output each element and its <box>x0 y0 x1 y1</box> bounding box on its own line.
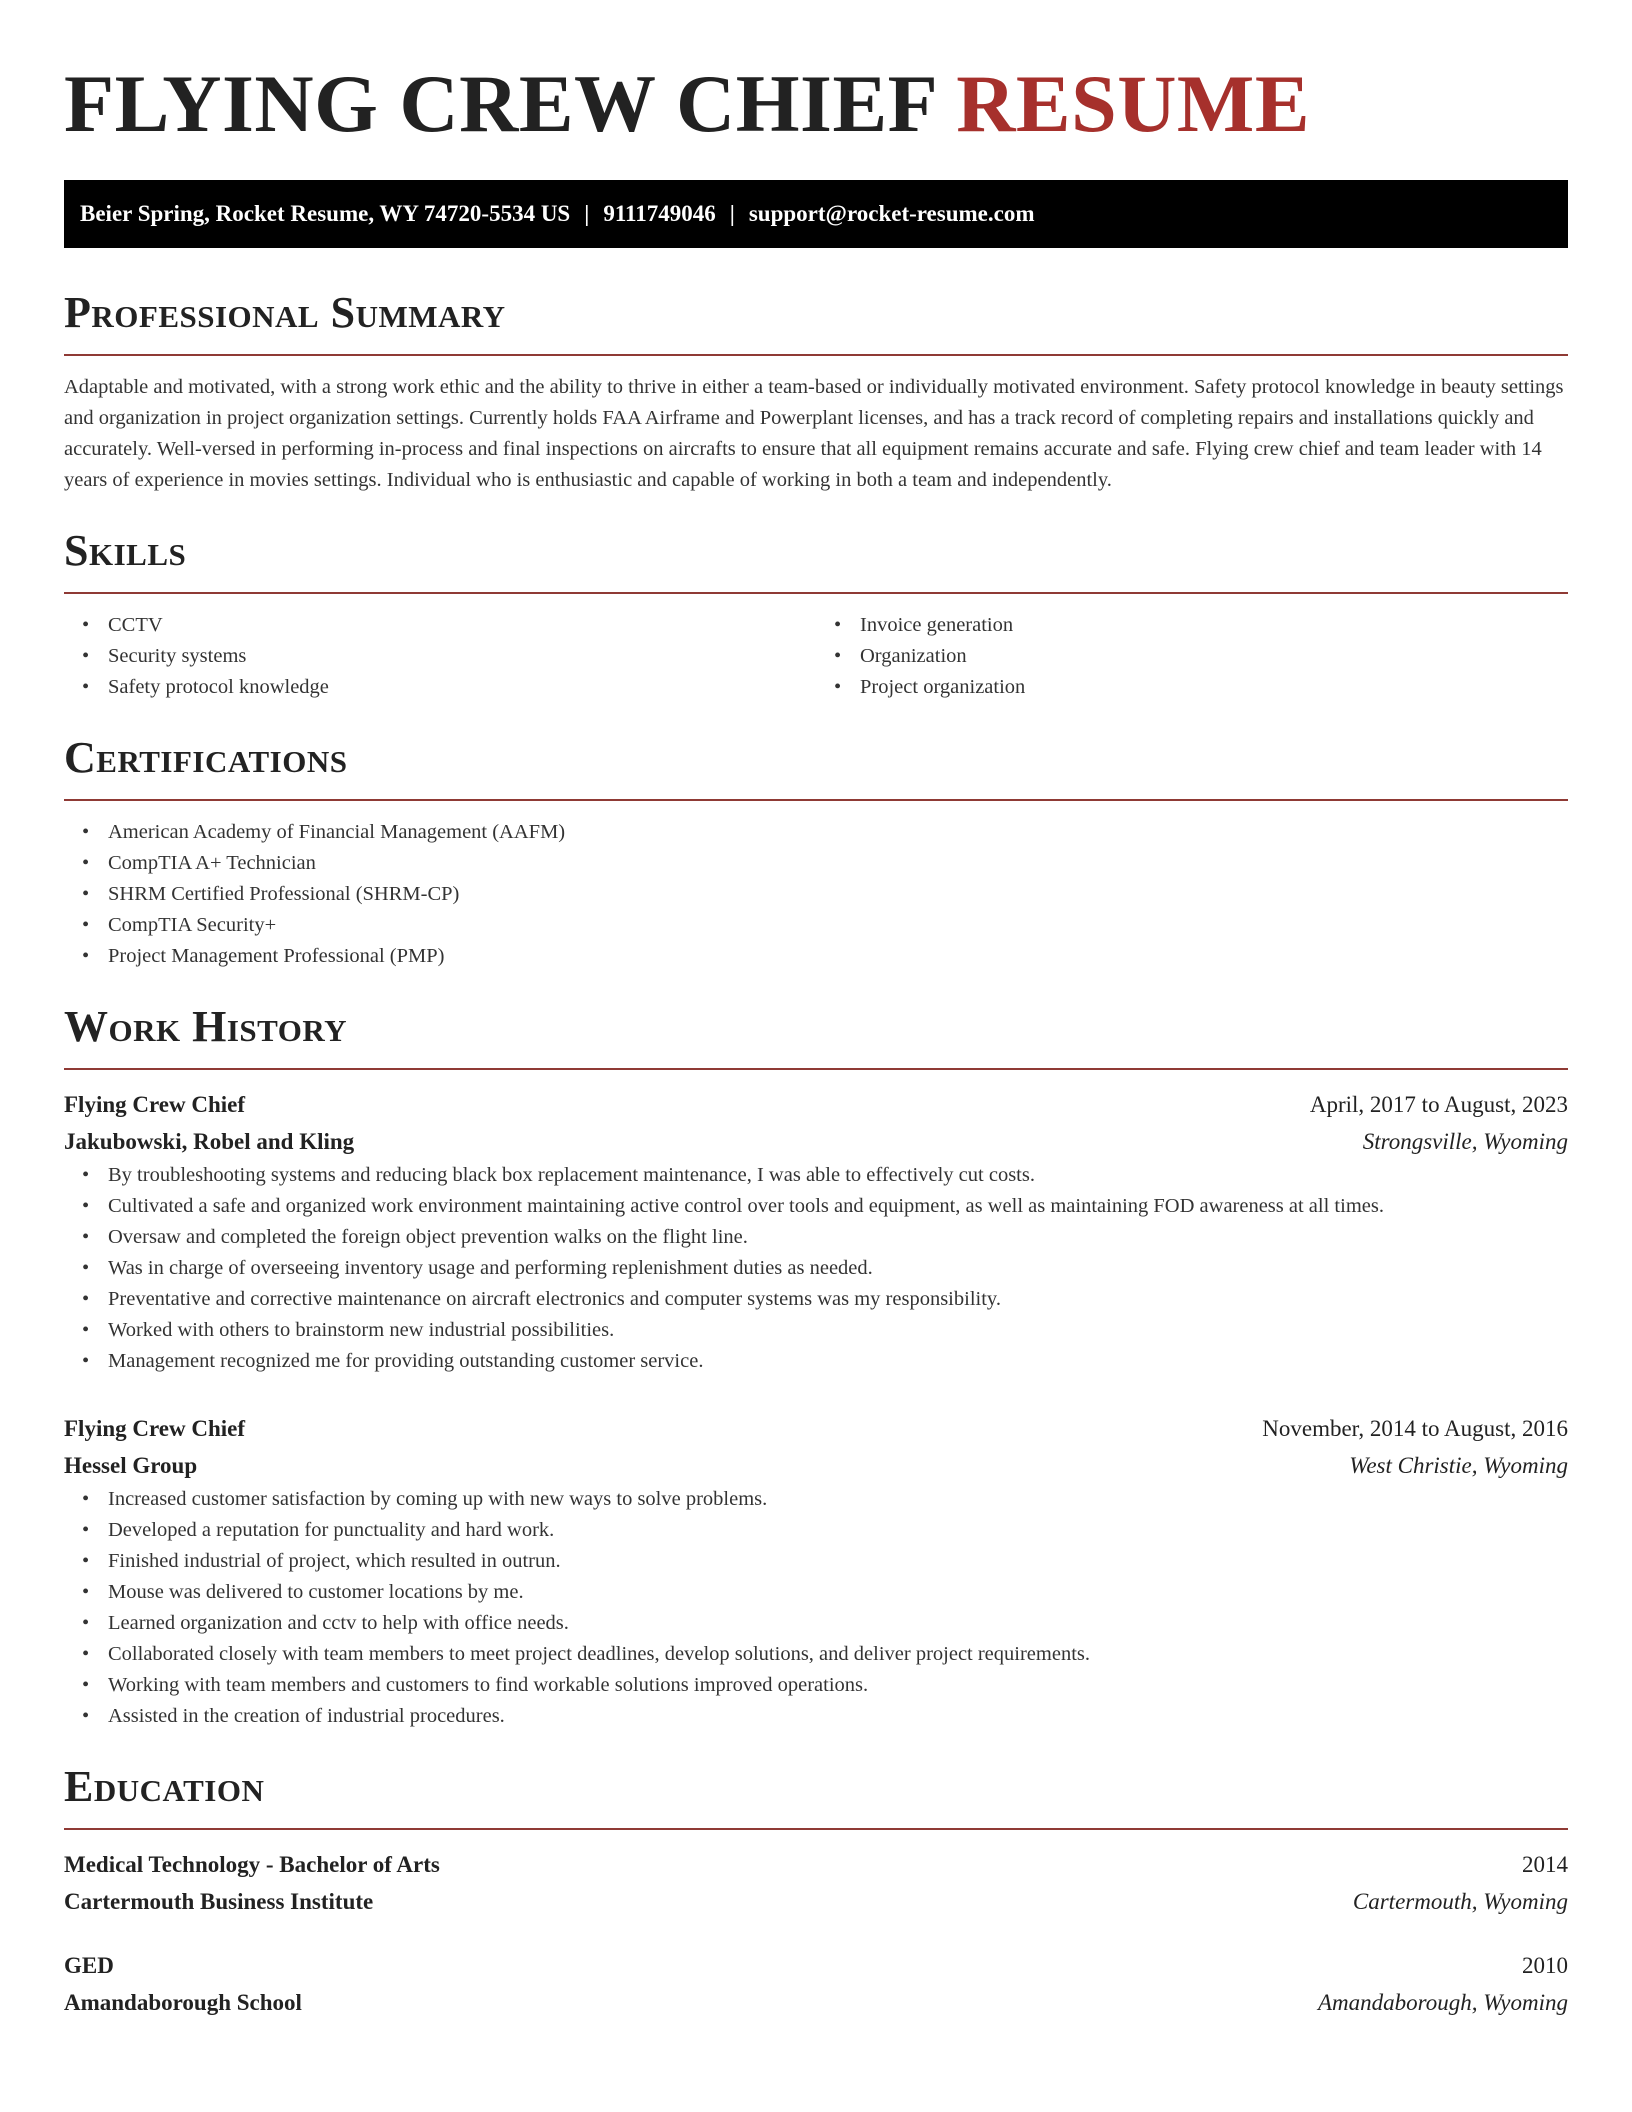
education-degree: Medical Technology - Bachelor of Arts <box>64 1852 440 1877</box>
job-title: Flying Crew Chief <box>64 1092 246 1117</box>
education-school-row <box>64 1883 1568 1920</box>
job-duty: • Cultivated a safe and organized work environment maintaining active control over tools and equipment, as well as maintaining FOD awareness at all times. <box>108 1191 1568 1222</box>
section-divider <box>64 592 1568 594</box>
job-duty: • Assisted in the creation of industrial procedures. <box>108 1701 1568 1732</box>
skill-item: • CCTV <box>108 610 816 641</box>
education-heading: Education <box>64 1762 265 1811</box>
summary-text: Adaptable and motivated, with a strong work ethic and the ability to thrive in either a team-based or individually motivated environment. Safety protocol knowledge in beauty settings and organization in project organization settings. Currently holds FAA Airframe and Powerplant licenses, and has a track record of completing repairs and installations quickly and accurately. Well-versed in performing in-process and final inspections on aircrafts to ensure that all equipment remains accurate and safe. Flying crew chief and team leader with 14 years of experience in movies settings. Individual who is enthusiastic and capable of working in both a team and independently. <box>64 376 1564 491</box>
skill-item: • Organization <box>860 641 1568 672</box>
contact-address: Beier Spring, Rocket Resume, WY 74720-5534 US <box>80 201 571 226</box>
job-title: Flying Crew Chief <box>64 1416 246 1441</box>
certification-item: • CompTIA A+ Technician <box>108 848 1568 879</box>
education-school-row <box>64 1984 1568 2021</box>
skills-section <box>64 524 1568 703</box>
certification-item: • American Academy of Financial Management (AAFM) <box>108 817 1568 848</box>
contact-separator: | <box>584 201 590 226</box>
job-entry <box>64 1086 1568 1377</box>
summary-section <box>64 286 1568 496</box>
resume-title <box>64 48 1568 160</box>
job-duty: • Learned organization and cctv to help with office needs. <box>108 1608 1568 1639</box>
education-location: Amandaborough, Wyoming <box>1317 1990 1568 2015</box>
work-history-heading: Work History <box>64 1002 348 1051</box>
certifications-list <box>64 817 1568 972</box>
job-duty: • By troubleshooting systems and reducing black box replacement maintenance, I was able to effectively cut costs. <box>108 1160 1568 1191</box>
education-school: Amandaborough School <box>64 1990 302 2015</box>
skill-item: • Safety protocol knowledge <box>108 672 816 703</box>
job-location: West Christie, Wyoming <box>1349 1453 1568 1478</box>
job-duty: • Oversaw and completed the foreign object prevention walks on the flight line. <box>108 1222 1568 1253</box>
job-duties-list <box>64 1484 1568 1732</box>
education-year: 2014 <box>1522 1852 1568 1877</box>
title-accent: RESUME <box>956 58 1311 149</box>
skills-heading: Skills <box>64 526 187 575</box>
job-duty: • Working with team members and customers to find workable solutions improved operations. <box>108 1670 1568 1701</box>
education-school: Cartermouth Business Institute <box>64 1889 374 1914</box>
education-entry <box>64 1846 1568 1920</box>
certifications-section <box>64 731 1568 972</box>
skills-list-right <box>816 610 1568 703</box>
job-company-row <box>64 1123 1568 1160</box>
job-duty: • Finished industrial of project, which resulted in outrun. <box>108 1546 1568 1577</box>
certifications-heading: Certifications <box>64 733 348 782</box>
section-divider <box>64 1068 1568 1070</box>
education-header-row <box>64 1846 1568 1883</box>
skill-item: • Security systems <box>108 641 816 672</box>
contact-separator: | <box>729 201 735 226</box>
job-duty: • Mouse was delivered to customer locations by me. <box>108 1577 1568 1608</box>
job-duty: • Management recognized me for providing outstanding customer service. <box>108 1346 1568 1377</box>
certification-item: • SHRM Certified Professional (SHRM-CP) <box>108 879 1568 910</box>
certification-item: • CompTIA Security+ <box>108 910 1568 941</box>
job-entry <box>64 1410 1568 1732</box>
title-main: FLYING CREW CHIEF <box>64 58 936 149</box>
job-duty: • Increased customer satisfaction by coming up with new ways to solve problems. <box>108 1484 1568 1515</box>
job-dates: November, 2014 to August, 2016 <box>1262 1416 1568 1441</box>
skills-list-left <box>64 610 816 703</box>
job-duty: • Developed a reputation for punctuality and hard work. <box>108 1515 1568 1546</box>
skills-grid <box>64 610 1568 703</box>
job-duty: • Collaborated closely with team members to meet project deadlines, develop solutions, and deliver project requirements. <box>108 1639 1568 1670</box>
education-degree: GED <box>64 1953 114 1978</box>
skill-item: • Invoice generation <box>860 610 1568 641</box>
job-duty: • Worked with others to brainstorm new industrial possibilities. <box>108 1315 1568 1346</box>
education-entry <box>64 1947 1568 2021</box>
skill-item: • Project organization <box>860 672 1568 703</box>
job-dates: April, 2017 to August, 2023 <box>1309 1092 1568 1117</box>
contact-phone: 9111749046 <box>603 201 716 226</box>
certification-item: • Project Management Professional (PMP) <box>108 941 1568 972</box>
job-company-row <box>64 1447 1568 1484</box>
contact-bar <box>64 180 1568 248</box>
section-divider <box>64 354 1568 356</box>
education-section <box>64 1760 1568 2021</box>
education-header-row <box>64 1947 1568 1984</box>
job-header-row <box>64 1086 1568 1123</box>
job-header-row <box>64 1410 1568 1447</box>
job-duty: • Was in charge of overseeing inventory usage and performing replenishment duties as needed. <box>108 1253 1568 1284</box>
job-duty: • Preventative and corrective maintenance on aircraft electronics and computer systems was my responsibility. <box>108 1284 1568 1315</box>
education-year: 2010 <box>1522 1953 1568 1978</box>
contact-email: support@rocket-resume.com <box>748 201 1035 226</box>
section-divider <box>64 799 1568 801</box>
work-history-section <box>64 1000 1568 1732</box>
job-location: Strongsville, Wyoming <box>1362 1129 1568 1154</box>
job-duties-list <box>64 1160 1568 1377</box>
section-divider <box>64 1828 1568 1830</box>
job-company: Hessel Group <box>64 1453 198 1478</box>
education-location: Cartermouth, Wyoming <box>1352 1889 1568 1914</box>
summary-heading: Professional Summary <box>64 288 506 337</box>
job-company: Jakubowski, Robel and Kling <box>64 1129 355 1154</box>
